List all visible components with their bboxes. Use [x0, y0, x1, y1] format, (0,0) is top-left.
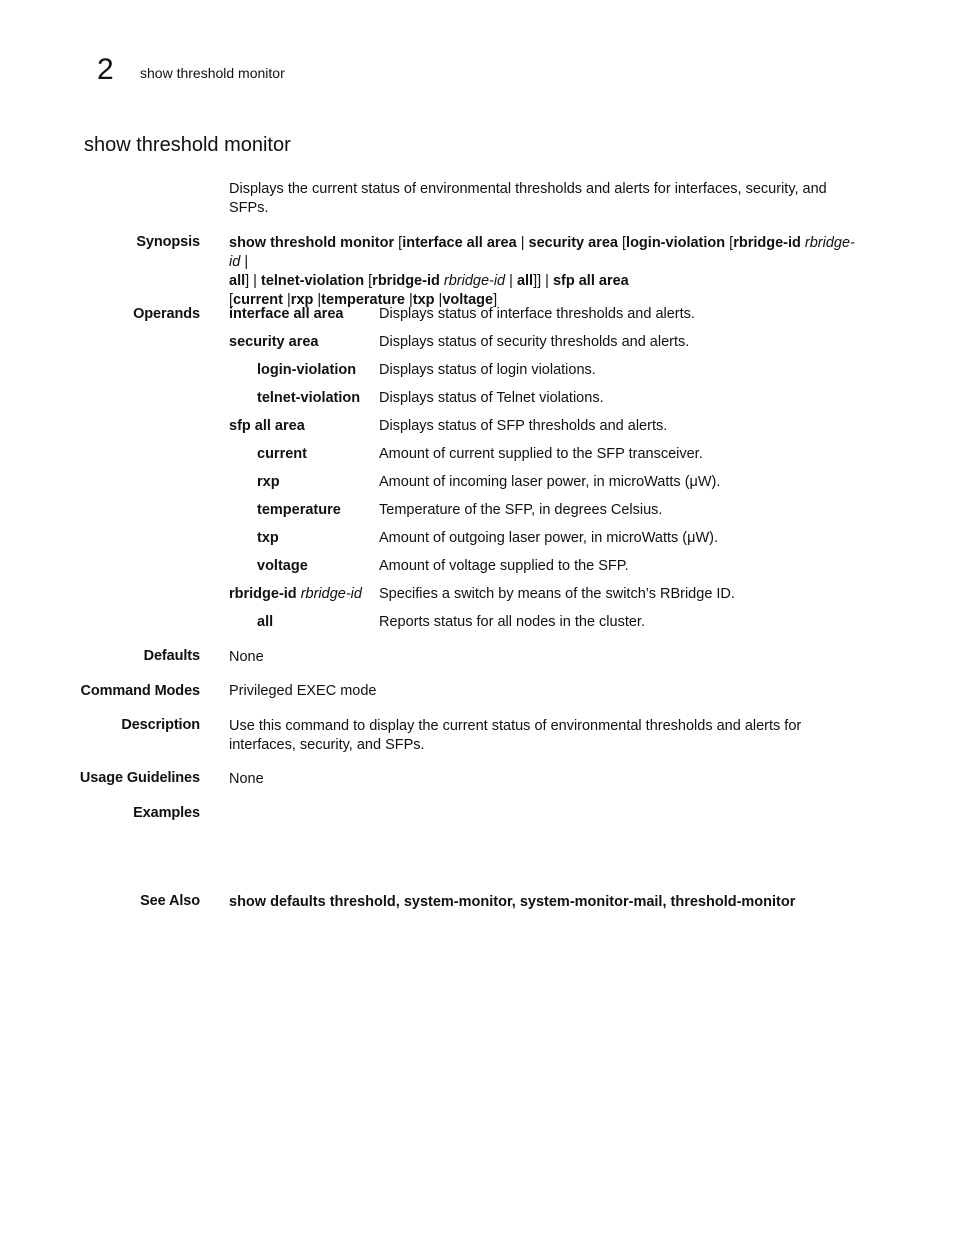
operand-desc: Displays status of SFP thresholds and alerts. — [379, 418, 668, 434]
syn-kw: login-violation — [626, 235, 726, 251]
syn-kw: sfp all area — [552, 273, 629, 289]
syn-kw: all — [516, 273, 534, 289]
syn-bracket: [ — [725, 235, 734, 251]
description-label: Description — [121, 717, 200, 733]
operand-desc: Reports status for all nodes in the cluster. — [379, 614, 645, 630]
operand-term: current — [257, 446, 307, 462]
chapter-number: 2 — [97, 53, 114, 86]
operand-term: sfp all area — [229, 418, 305, 434]
syn-kw: current — [233, 292, 283, 308]
operand-desc: Amount of incoming laser power, in microWatts (μW). — [379, 474, 721, 490]
syn-kw: temperature — [321, 292, 405, 308]
syn-var: rbridge-id — [229, 235, 855, 270]
intro-paragraph: Displays the current status of environmental thresholds and alerts for interfaces, security, and SFPs. — [229, 181, 827, 216]
operand-desc: Displays status of security thresholds and alerts. — [379, 334, 690, 350]
syn-bracket: ] | — [245, 273, 261, 289]
syn-var: rbridge-id — [439, 273, 506, 289]
operand-desc: Displays status of Telnet violations. — [379, 390, 604, 406]
operand-term: all — [257, 614, 274, 630]
operands-label: Operands — [133, 306, 200, 322]
syn-pipe: | — [516, 235, 529, 251]
syn-bracket: [ — [394, 235, 403, 251]
operand-row — [229, 418, 859, 438]
operand-desc: Displays status of interface thresholds and alerts. — [379, 306, 695, 322]
operand-row — [229, 558, 859, 578]
operand-term-keyword: rbridge-id — [229, 586, 297, 602]
operand-row — [229, 502, 859, 522]
running-header-title: show threshold monitor — [140, 65, 285, 81]
description-value: Use this command to display the current status of environmental thresholds and alerts for interfaces, security, and SFPs. — [229, 718, 802, 753]
syn-pipe: | — [434, 292, 443, 308]
synopsis-label: Synopsis — [136, 234, 200, 250]
operand-term: login-violation — [257, 362, 357, 378]
syn-cmd: show threshold monitor — [229, 235, 395, 251]
syn-bracket: ]] | — [533, 273, 553, 289]
syn-bracket: ] — [493, 292, 498, 308]
see-also-links[interactable]: show defaults threshold, system-monitor, system-monitor-mail, threshold-monitor — [229, 894, 796, 910]
operand-desc: Amount of outgoing laser power, in microWatts (μW). — [379, 530, 719, 546]
operand-row — [229, 614, 859, 634]
syn-pipe: | — [240, 254, 249, 270]
syn-pipe: | — [505, 273, 517, 289]
syn-pipe: | — [404, 292, 413, 308]
syn-bracket: [ — [617, 235, 627, 251]
operand-desc: Amount of voltage supplied to the SFP. — [379, 558, 629, 574]
operand-term — [229, 586, 362, 602]
operand-row — [229, 474, 859, 494]
syn-bracket: [ — [364, 273, 373, 289]
operand-term: txp — [257, 530, 279, 546]
operand-row — [229, 586, 859, 606]
command-modes-label: Command Modes — [80, 683, 200, 699]
page-title: show threshold monitor — [84, 134, 291, 156]
syn-kw: rbridge-id — [372, 273, 440, 289]
syn-kw: interface all area — [402, 235, 517, 251]
operand-desc: Amount of current supplied to the SFP transceiver. — [379, 446, 703, 462]
syn-kw: all — [229, 273, 246, 289]
operand-term: voltage — [257, 558, 308, 574]
syn-kw: txp — [412, 292, 435, 308]
command-modes-value: Privileged EXEC mode — [229, 683, 377, 699]
syn-kw: voltage — [442, 292, 494, 308]
operand-desc: Specifies a switch by means of the switch’s RBridge ID. — [379, 586, 735, 602]
synopsis-text — [229, 234, 859, 310]
operand-row — [229, 390, 859, 410]
operand-term: rxp — [257, 474, 280, 490]
syn-kw: rxp — [290, 292, 314, 308]
operand-row — [229, 334, 859, 354]
defaults-value: None — [229, 649, 264, 665]
operand-row — [229, 362, 859, 382]
syn-bracket: [ — [229, 292, 234, 308]
operand-term: temperature — [257, 502, 341, 518]
operand-term: security area — [229, 334, 319, 350]
operand-term: interface all area — [229, 306, 344, 322]
syn-kw: telnet-violation — [260, 273, 365, 289]
operand-row — [229, 446, 859, 466]
syn-kw: rbridge-id — [733, 235, 801, 251]
syn-pipe: | — [283, 292, 291, 308]
usage-guidelines-label: Usage Guidelines — [79, 770, 200, 786]
examples-label: Examples — [133, 805, 200, 821]
syn-kw: security area — [528, 235, 618, 251]
defaults-label: Defaults — [143, 648, 200, 664]
operand-term: telnet-violation — [257, 390, 361, 406]
see-also-label: See Also — [140, 893, 200, 909]
syn-pipe: | — [313, 292, 322, 308]
operand-row — [229, 306, 859, 326]
operand-desc: Temperature of the SFP, in degrees Celsius. — [379, 502, 663, 518]
operand-desc: Displays status of login violations. — [379, 362, 596, 378]
operand-row — [229, 530, 859, 550]
operand-term-variable: rbridge-id — [300, 586, 362, 602]
usage-guidelines-value: None — [229, 771, 264, 787]
